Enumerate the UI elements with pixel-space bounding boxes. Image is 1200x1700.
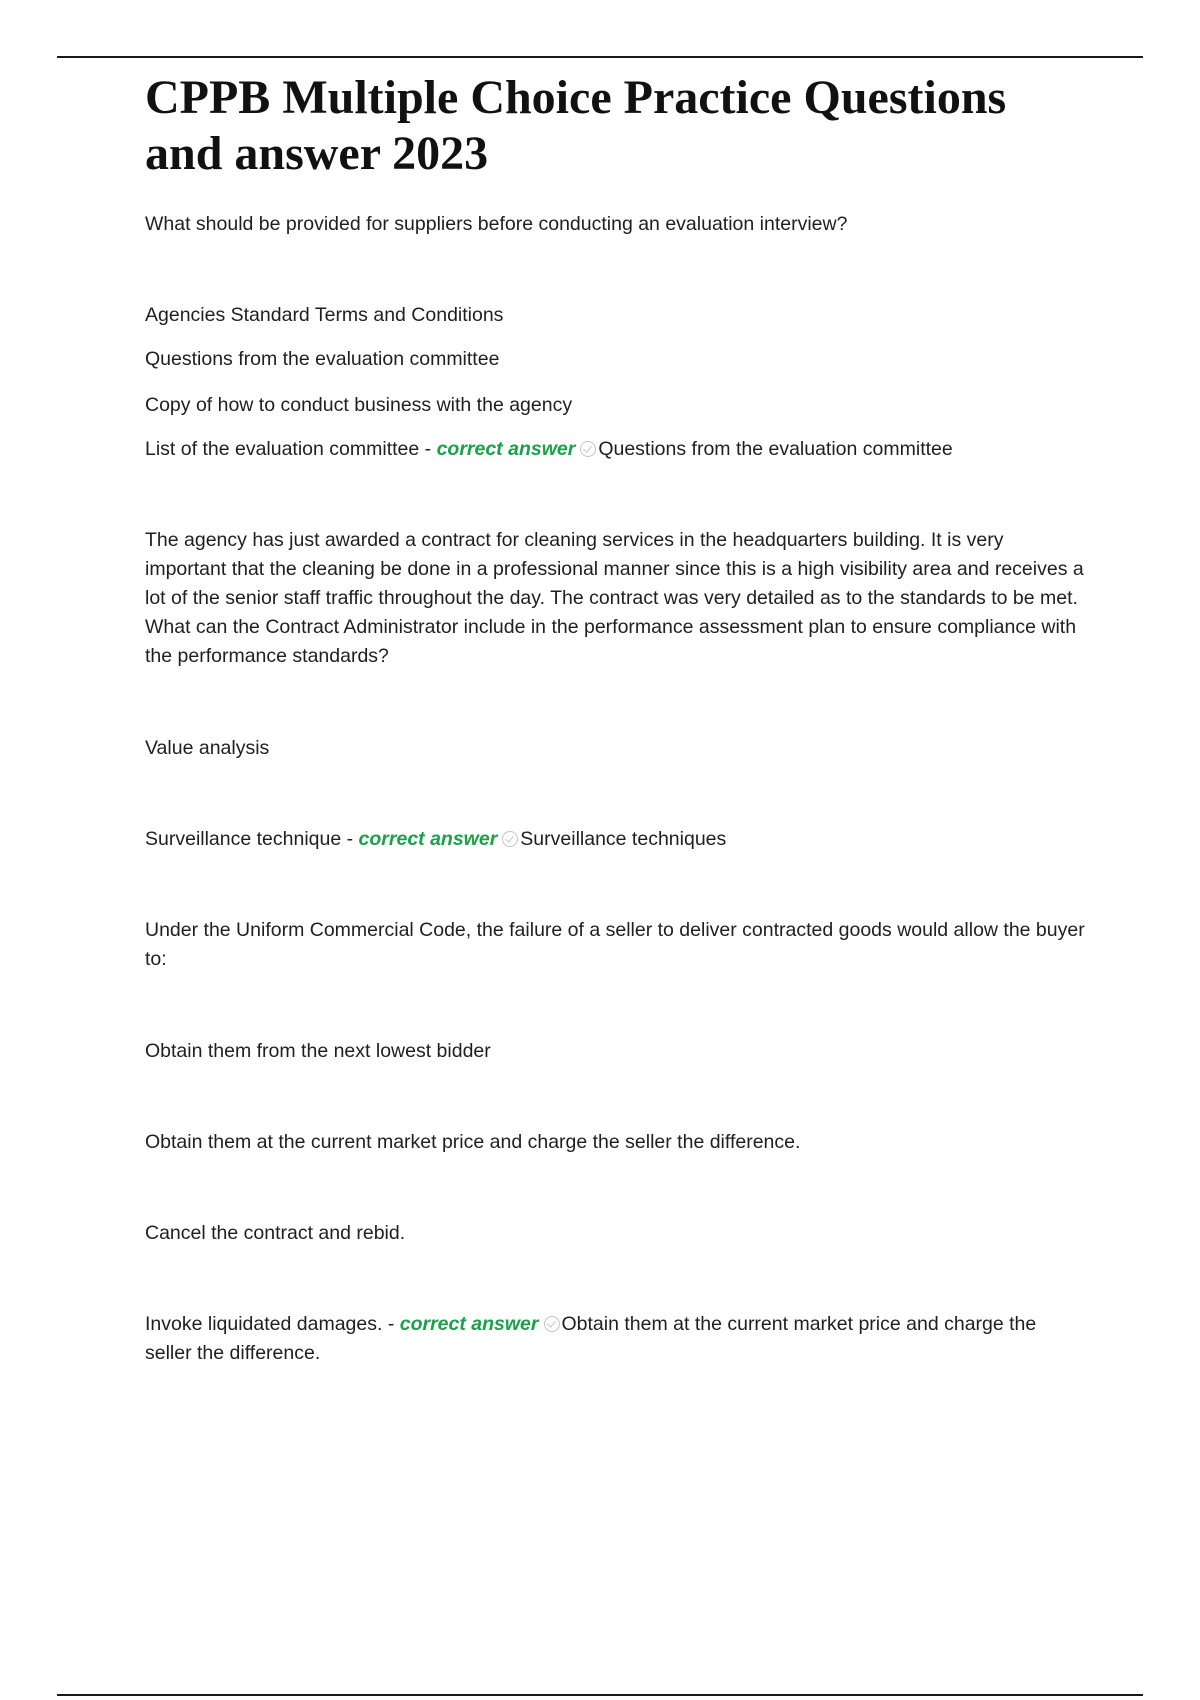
question-3-option-1: Obtain them from the next lowest bidder [145, 1040, 491, 1062]
document-title: CPPB Multiple Choice Practice Questions and answer 2023 [145, 71, 1007, 180]
question-1-option-3: Copy of how to conduct business with the agency [145, 394, 573, 416]
question-1-option-4: List of the evaluation committee - [145, 438, 437, 460]
question-1-option-1: Agencies Standard Terms and Conditions [145, 304, 504, 326]
correct-answer-label: correct answer [399, 1313, 539, 1335]
question-1-option-4-with-answer [145, 435, 1085, 464]
check-circle-icon [544, 1316, 560, 1332]
question-1-answer: Questions from the evaluation committee [598, 438, 953, 460]
question-2-text: The agency has just awarded a contract for cleaning services in the headquarters building. It is very important that the cleaning be done in a professional manner since this is a high visibility area and receives a lot of the senior staff traffic throughout the day. The contract was very detailed as to the standards to be met. What can the Contract Administrator include in the performance assessment plan to ensure compliance with the performance standards? [145, 529, 1084, 667]
question-3-option-4-with-answer [145, 1310, 1085, 1368]
check-circle-icon [580, 441, 596, 457]
question-3-option-3: Cancel the contract and rebid. [145, 1222, 406, 1244]
question-1-text: What should be provided for suppliers before conducting an evaluation interview? [145, 213, 848, 235]
question-1-option-2: Questions from the evaluation committee [145, 348, 500, 370]
check-circle-icon [502, 831, 518, 847]
document-page [145, 70, 1085, 1364]
question-3-option-4: Invoke liquidated damages. - [145, 1313, 400, 1335]
top-rule [57, 56, 1143, 58]
question-2-option-2: Surveillance technique - [145, 828, 359, 850]
correct-answer-label: correct answer [358, 828, 498, 850]
question-3-answer: Obtain them at the current market price and charge the seller the difference. [145, 1313, 1037, 1364]
question-2-option-2-with-answer [145, 825, 1085, 854]
question-3-option-2: Obtain them at the current market price and charge the seller the difference. [145, 1131, 801, 1153]
bottom-rule [57, 1694, 1143, 1696]
question-3-text: Under the Uniform Commercial Code, the failure of a seller to deliver contracted goods would allow the buyer to: [145, 919, 1085, 970]
correct-answer-label: correct answer [436, 438, 576, 460]
question-2-answer: Surveillance techniques [520, 828, 727, 850]
question-2-option-1: Value analysis [145, 737, 270, 759]
